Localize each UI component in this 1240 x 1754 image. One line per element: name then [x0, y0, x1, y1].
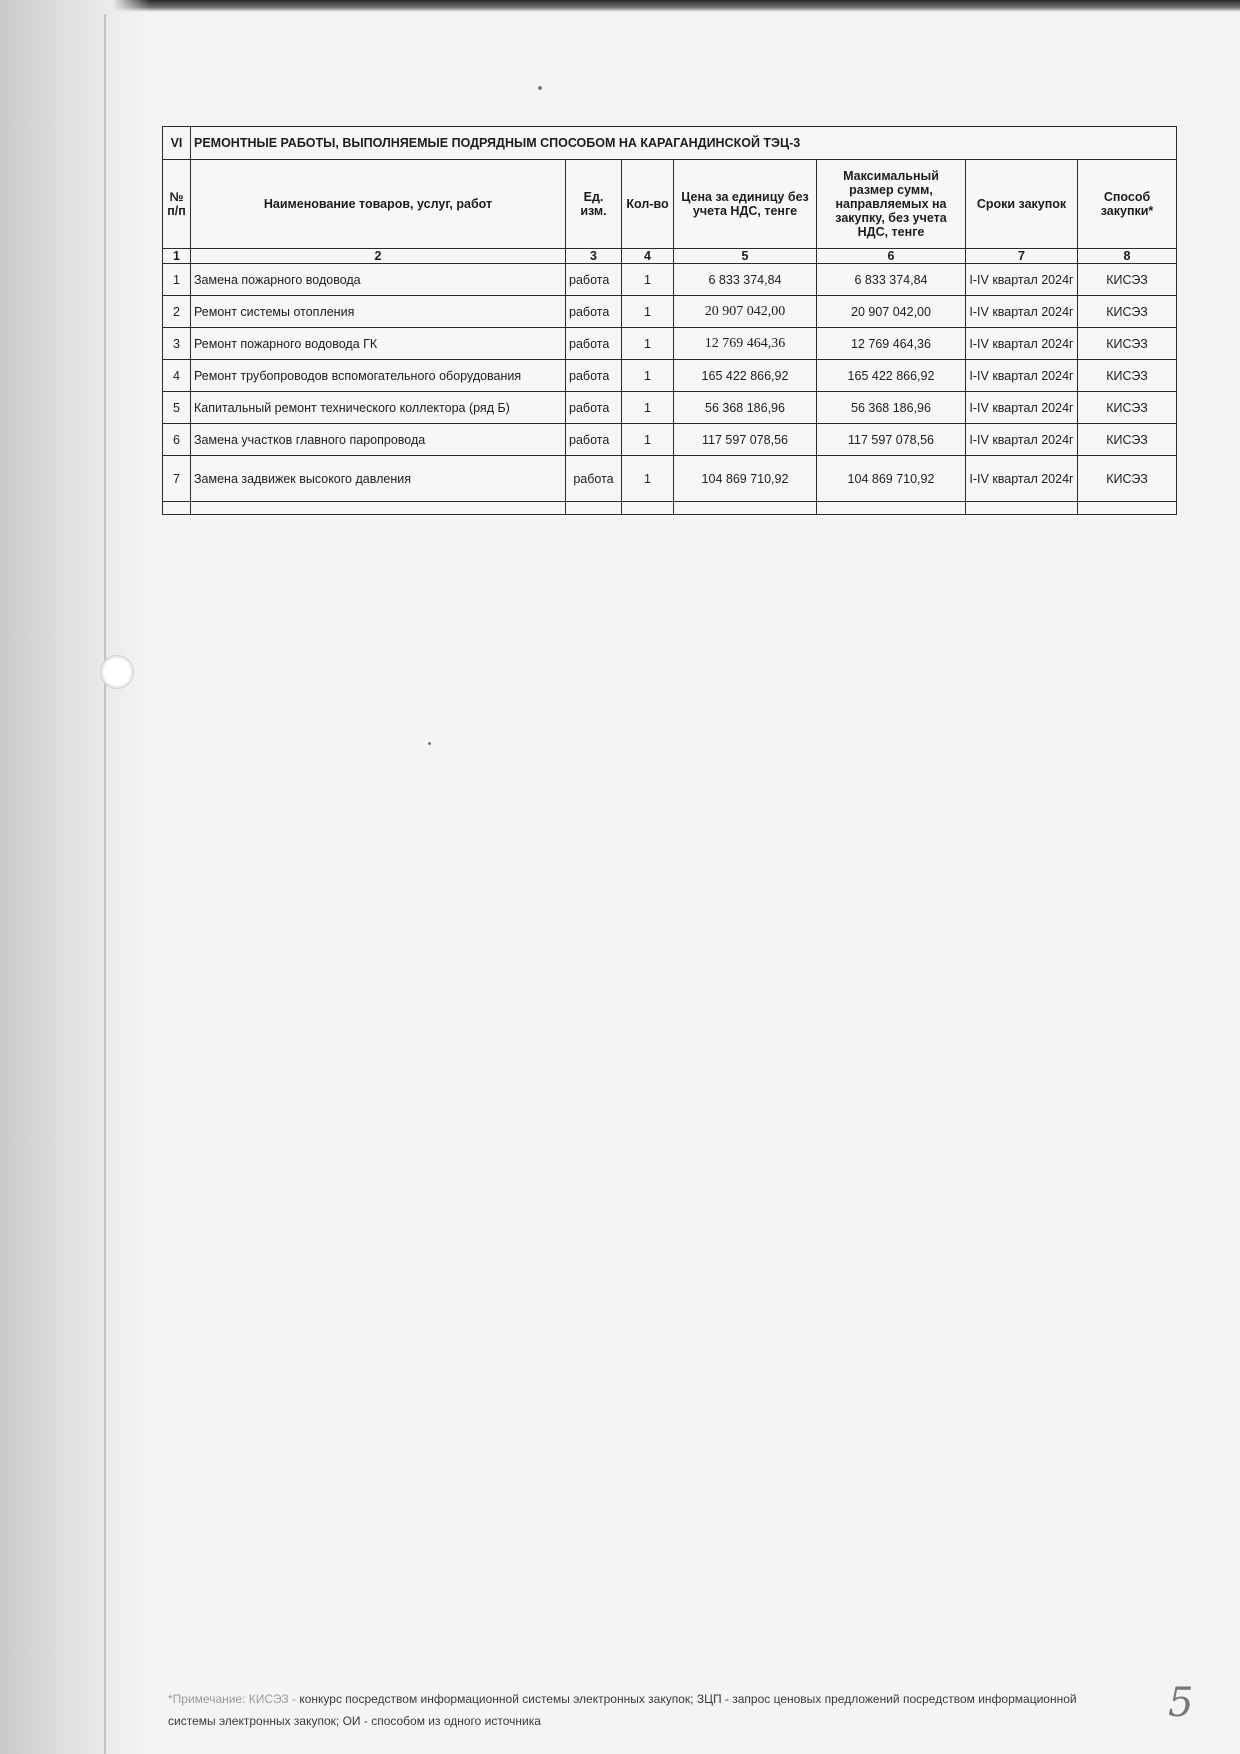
- row-number: 5: [163, 392, 191, 424]
- column-header: Наименование товаров, услуг, работ: [191, 160, 566, 249]
- row-number: 4: [163, 360, 191, 392]
- empty-cell: [817, 502, 966, 515]
- item-name: Замена участков главного паропровода: [191, 424, 566, 456]
- column-header: № п/п: [163, 160, 191, 249]
- section-title: РЕМОНТНЫЕ РАБОТЫ, ВЫПОЛНЯЕМЫЕ ПОДРЯДНЫМ СПОСОБОМ НА КАРАГАНДИНСКОЙ ТЭЦ-3: [191, 127, 1177, 160]
- row-number: 6: [163, 424, 191, 456]
- empty-cell: [191, 502, 566, 515]
- column-header: Максимальный размер сумм, направляемых на закупку, без учета НДС, тенге: [817, 160, 966, 249]
- column-header-row: [163, 160, 1177, 249]
- max-sum-cell: 165 422 866,92: [817, 360, 966, 392]
- section-number: VI: [163, 127, 191, 160]
- method-cell: КИСЭЗ: [1078, 296, 1177, 328]
- unit-cell: работа: [566, 456, 622, 502]
- max-sum-cell: 12 769 464,36: [817, 328, 966, 360]
- item-name: Ремонт пожарного водовода ГК: [191, 328, 566, 360]
- scan-top-edge: [0, 0, 1240, 12]
- unit-cell: работа: [566, 360, 622, 392]
- period-cell: I-IV квартал 2024г: [966, 264, 1078, 296]
- empty-cell: [566, 502, 622, 515]
- column-number: 4: [622, 249, 674, 264]
- max-sum-cell: 117 597 078,56: [817, 424, 966, 456]
- unit-cell: работа: [566, 328, 622, 360]
- table-row: [163, 296, 1177, 328]
- column-number: 6: [817, 249, 966, 264]
- method-cell: КИСЭЗ: [1078, 360, 1177, 392]
- column-header: Способ закупки*: [1078, 160, 1177, 249]
- unit-price-cell: 117 597 078,56: [674, 424, 817, 456]
- item-name: Замена задвижек высокого давления: [191, 456, 566, 502]
- page-fold-line: [104, 14, 106, 1754]
- column-number: 5: [674, 249, 817, 264]
- unit-cell: работа: [566, 392, 622, 424]
- max-sum-cell: 56 368 186,96: [817, 392, 966, 424]
- section-header-row: [163, 127, 1177, 160]
- max-sum-cell: 6 833 374,84: [817, 264, 966, 296]
- empty-cell: [622, 502, 674, 515]
- procurement-table: [162, 126, 1177, 515]
- quantity-cell: 1: [622, 296, 674, 328]
- binding-shadow: [0, 0, 150, 1754]
- table-row: [163, 424, 1177, 456]
- column-number: 1: [163, 249, 191, 264]
- row-number: 1: [163, 264, 191, 296]
- quantity-cell: 1: [622, 328, 674, 360]
- column-header: Ед. изм.: [566, 160, 622, 249]
- empty-table-row: [163, 502, 1177, 515]
- item-name: Ремонт системы отопления: [191, 296, 566, 328]
- method-cell: КИСЭЗ: [1078, 328, 1177, 360]
- column-header: Кол-во: [622, 160, 674, 249]
- column-number: 7: [966, 249, 1078, 264]
- unit-price-cell: 165 422 866,92: [674, 360, 817, 392]
- scan-speck: [428, 742, 431, 745]
- table-row: [163, 456, 1177, 502]
- period-cell: I-IV квартал 2024г: [966, 392, 1078, 424]
- empty-cell: [674, 502, 817, 515]
- item-name: Ремонт трубопроводов вспомогательного оборудования: [191, 360, 566, 392]
- method-cell: КИСЭЗ: [1078, 264, 1177, 296]
- max-sum-cell: 20 907 042,00: [817, 296, 966, 328]
- period-cell: I-IV квартал 2024г: [966, 296, 1078, 328]
- period-cell: I-IV квартал 2024г: [966, 328, 1078, 360]
- footnote-text: конкурс посредством информационной системы электронных закупок; ЗЦП - запрос ценовых предложений посредством информационной системы электронных закупок; ОИ - способом из одного источника: [168, 1692, 1077, 1728]
- max-sum-cell: 104 869 710,92: [817, 456, 966, 502]
- unit-price-cell: 12 769 464,36: [674, 328, 817, 360]
- quantity-cell: 1: [622, 264, 674, 296]
- empty-cell: [1078, 502, 1177, 515]
- method-cell: КИСЭЗ: [1078, 392, 1177, 424]
- period-cell: I-IV квартал 2024г: [966, 424, 1078, 456]
- column-header: Цена за единицу без учета НДС, тенге: [674, 160, 817, 249]
- empty-cell: [163, 502, 191, 515]
- quantity-cell: 1: [622, 360, 674, 392]
- column-number: 2: [191, 249, 566, 264]
- empty-cell: [966, 502, 1078, 515]
- unit-price-cell: 20 907 042,00: [674, 296, 817, 328]
- unit-cell: работа: [566, 424, 622, 456]
- unit-cell: работа: [566, 296, 622, 328]
- unit-price-cell: 6 833 374,84: [674, 264, 817, 296]
- table-row: [163, 392, 1177, 424]
- table-row: [163, 360, 1177, 392]
- row-number: 3: [163, 328, 191, 360]
- method-cell: КИСЭЗ: [1078, 424, 1177, 456]
- unit-cell: работа: [566, 264, 622, 296]
- quantity-cell: 1: [622, 424, 674, 456]
- footnote: [168, 1688, 1108, 1732]
- table-row: [163, 264, 1177, 296]
- column-number: 3: [566, 249, 622, 264]
- item-name: Капитальный ремонт технического коллектора (ряд Б): [191, 392, 566, 424]
- page-number: 5: [1168, 1680, 1194, 1726]
- punch-hole: [100, 655, 134, 689]
- row-number: 2: [163, 296, 191, 328]
- method-cell: КИСЭЗ: [1078, 456, 1177, 502]
- item-name: Замена пожарного водовода: [191, 264, 566, 296]
- table-row: [163, 328, 1177, 360]
- scan-speck: [538, 86, 542, 90]
- row-number: 7: [163, 456, 191, 502]
- quantity-cell: 1: [622, 392, 674, 424]
- period-cell: I-IV квартал 2024г: [966, 360, 1078, 392]
- column-number: 8: [1078, 249, 1177, 264]
- column-number-row: [163, 249, 1177, 264]
- footnote-lead: *Примечание: КИСЭЗ -: [168, 1692, 297, 1706]
- period-cell: I-IV квартал 2024г: [966, 456, 1078, 502]
- quantity-cell: 1: [622, 456, 674, 502]
- unit-price-cell: 56 368 186,96: [674, 392, 817, 424]
- column-header: Сроки закупок: [966, 160, 1078, 249]
- unit-price-cell: 104 869 710,92: [674, 456, 817, 502]
